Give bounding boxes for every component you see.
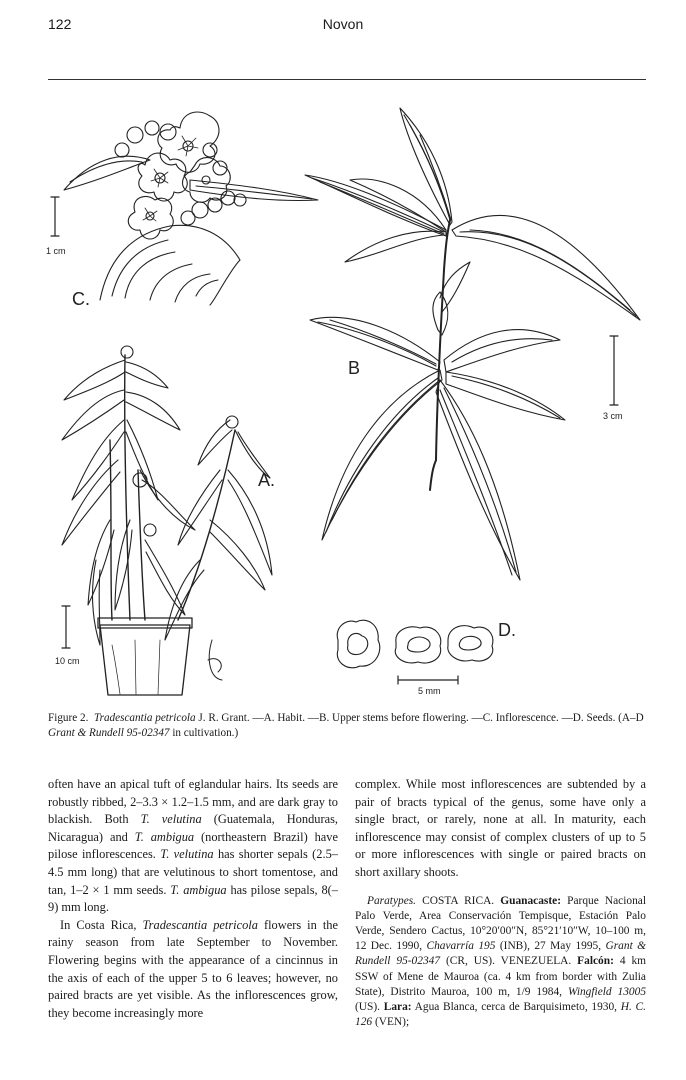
scale-label-c: 1 cm	[46, 246, 66, 256]
scale-label-d: 5 mm	[418, 686, 441, 696]
panel-b-upper-stems	[305, 108, 640, 580]
right-column	[355, 776, 646, 1030]
left-paragraph-2: In Costa Rica, Tradescantia petricola flowers in the rainy season from late September to November. Flowering begins with the appearance of a cincinnus in the axis of each of the upper 5 to 6 leaves; however, no paired bracts are yet visible. As the inflorescences grow, they become increasingly more	[48, 917, 338, 1020]
panel-label-c: C.	[72, 289, 90, 309]
right-paragraph-1: complex. While most inflorescences are subtended by a pair of bracts typical of the genus, some have only a single bract, or rarely, none at all. In maturity, each inflorescence may consist of complex clusters of up to 5 or more inflorescences with single or paired bracts on short axillary shoots.	[355, 777, 646, 879]
scale-bar-a	[62, 606, 70, 648]
panel-label-a: A.	[258, 470, 276, 490]
scale-bar-c	[51, 197, 59, 236]
caption-species: Tradescantia petricola	[94, 712, 196, 724]
caption-voucher: Grant & Rundell 95-02347	[48, 726, 170, 739]
journal-name: Novon	[322, 16, 364, 32]
panel-label-d: D.	[498, 620, 516, 640]
page-number: 122	[48, 16, 72, 32]
panel-label-b: B	[348, 358, 361, 378]
caption-text: J. R. Grant. —A. Habit. —B. Upper stems before flowering. —C. Inflorescence. —D. Seeds. (A–D	[195, 712, 644, 724]
left-paragraph-1: often have an apical tuft of eglandular hairs. Its seeds are robustly ribbed, 2–3.3 × 1.2–1.5 mm, and are dark gray to blackish. Both T. velutina (Guatemala, Honduras, Nicaragua) and T. ambigua (northeastern Brazil) have pilose inflorescences. T. velutina has shorter sepals (2.5–4.5 mm long) that are velutinous to short tomentose, and tan, 1–2 × 1 mm seeds. T. ambigua has pilose sepals, 8(–9) mm long.	[48, 777, 339, 915]
panel-c-inflorescence	[64, 112, 318, 305]
scale-bar-d	[398, 676, 458, 684]
left-column	[48, 776, 338, 1022]
scale-label-a: 10 cm	[55, 656, 80, 666]
figure-caption	[48, 711, 646, 740]
caption-text-end: in cultivation.)	[169, 726, 239, 739]
paratypes-paragraph: Paratypes. COSTA RICA. Guanacaste: Parque Nacional Palo Verde, Area Conservación Tempisque, Estación Palo Verde, Sendero Cactus, 10°20′00″N, 85°21′10″W, 10–100 m, 12 Dec. 1990, Chavarría 195 (INB), 27 May 1995, Grant & Rundell 95-02347 (CR, US). VENEZUELA. Falcón: 4 km SSW of Mene de Mauroa (ca. 4 km from border with Zulia State), Distrito Mauroa, 100 m, 1/9 1984, Wingfield 13005 (US). Lara: Agua Blanca, cerca de Barquisimeto, 1930, H. C. 126 (VEN);	[355, 894, 647, 1029]
caption-figure-number: Figure 2.	[48, 712, 89, 724]
scale-bar-b	[610, 336, 618, 405]
panel-a-habit	[62, 346, 272, 695]
panel-d-seeds	[337, 620, 493, 668]
scale-label-b: 3 cm	[603, 411, 623, 421]
